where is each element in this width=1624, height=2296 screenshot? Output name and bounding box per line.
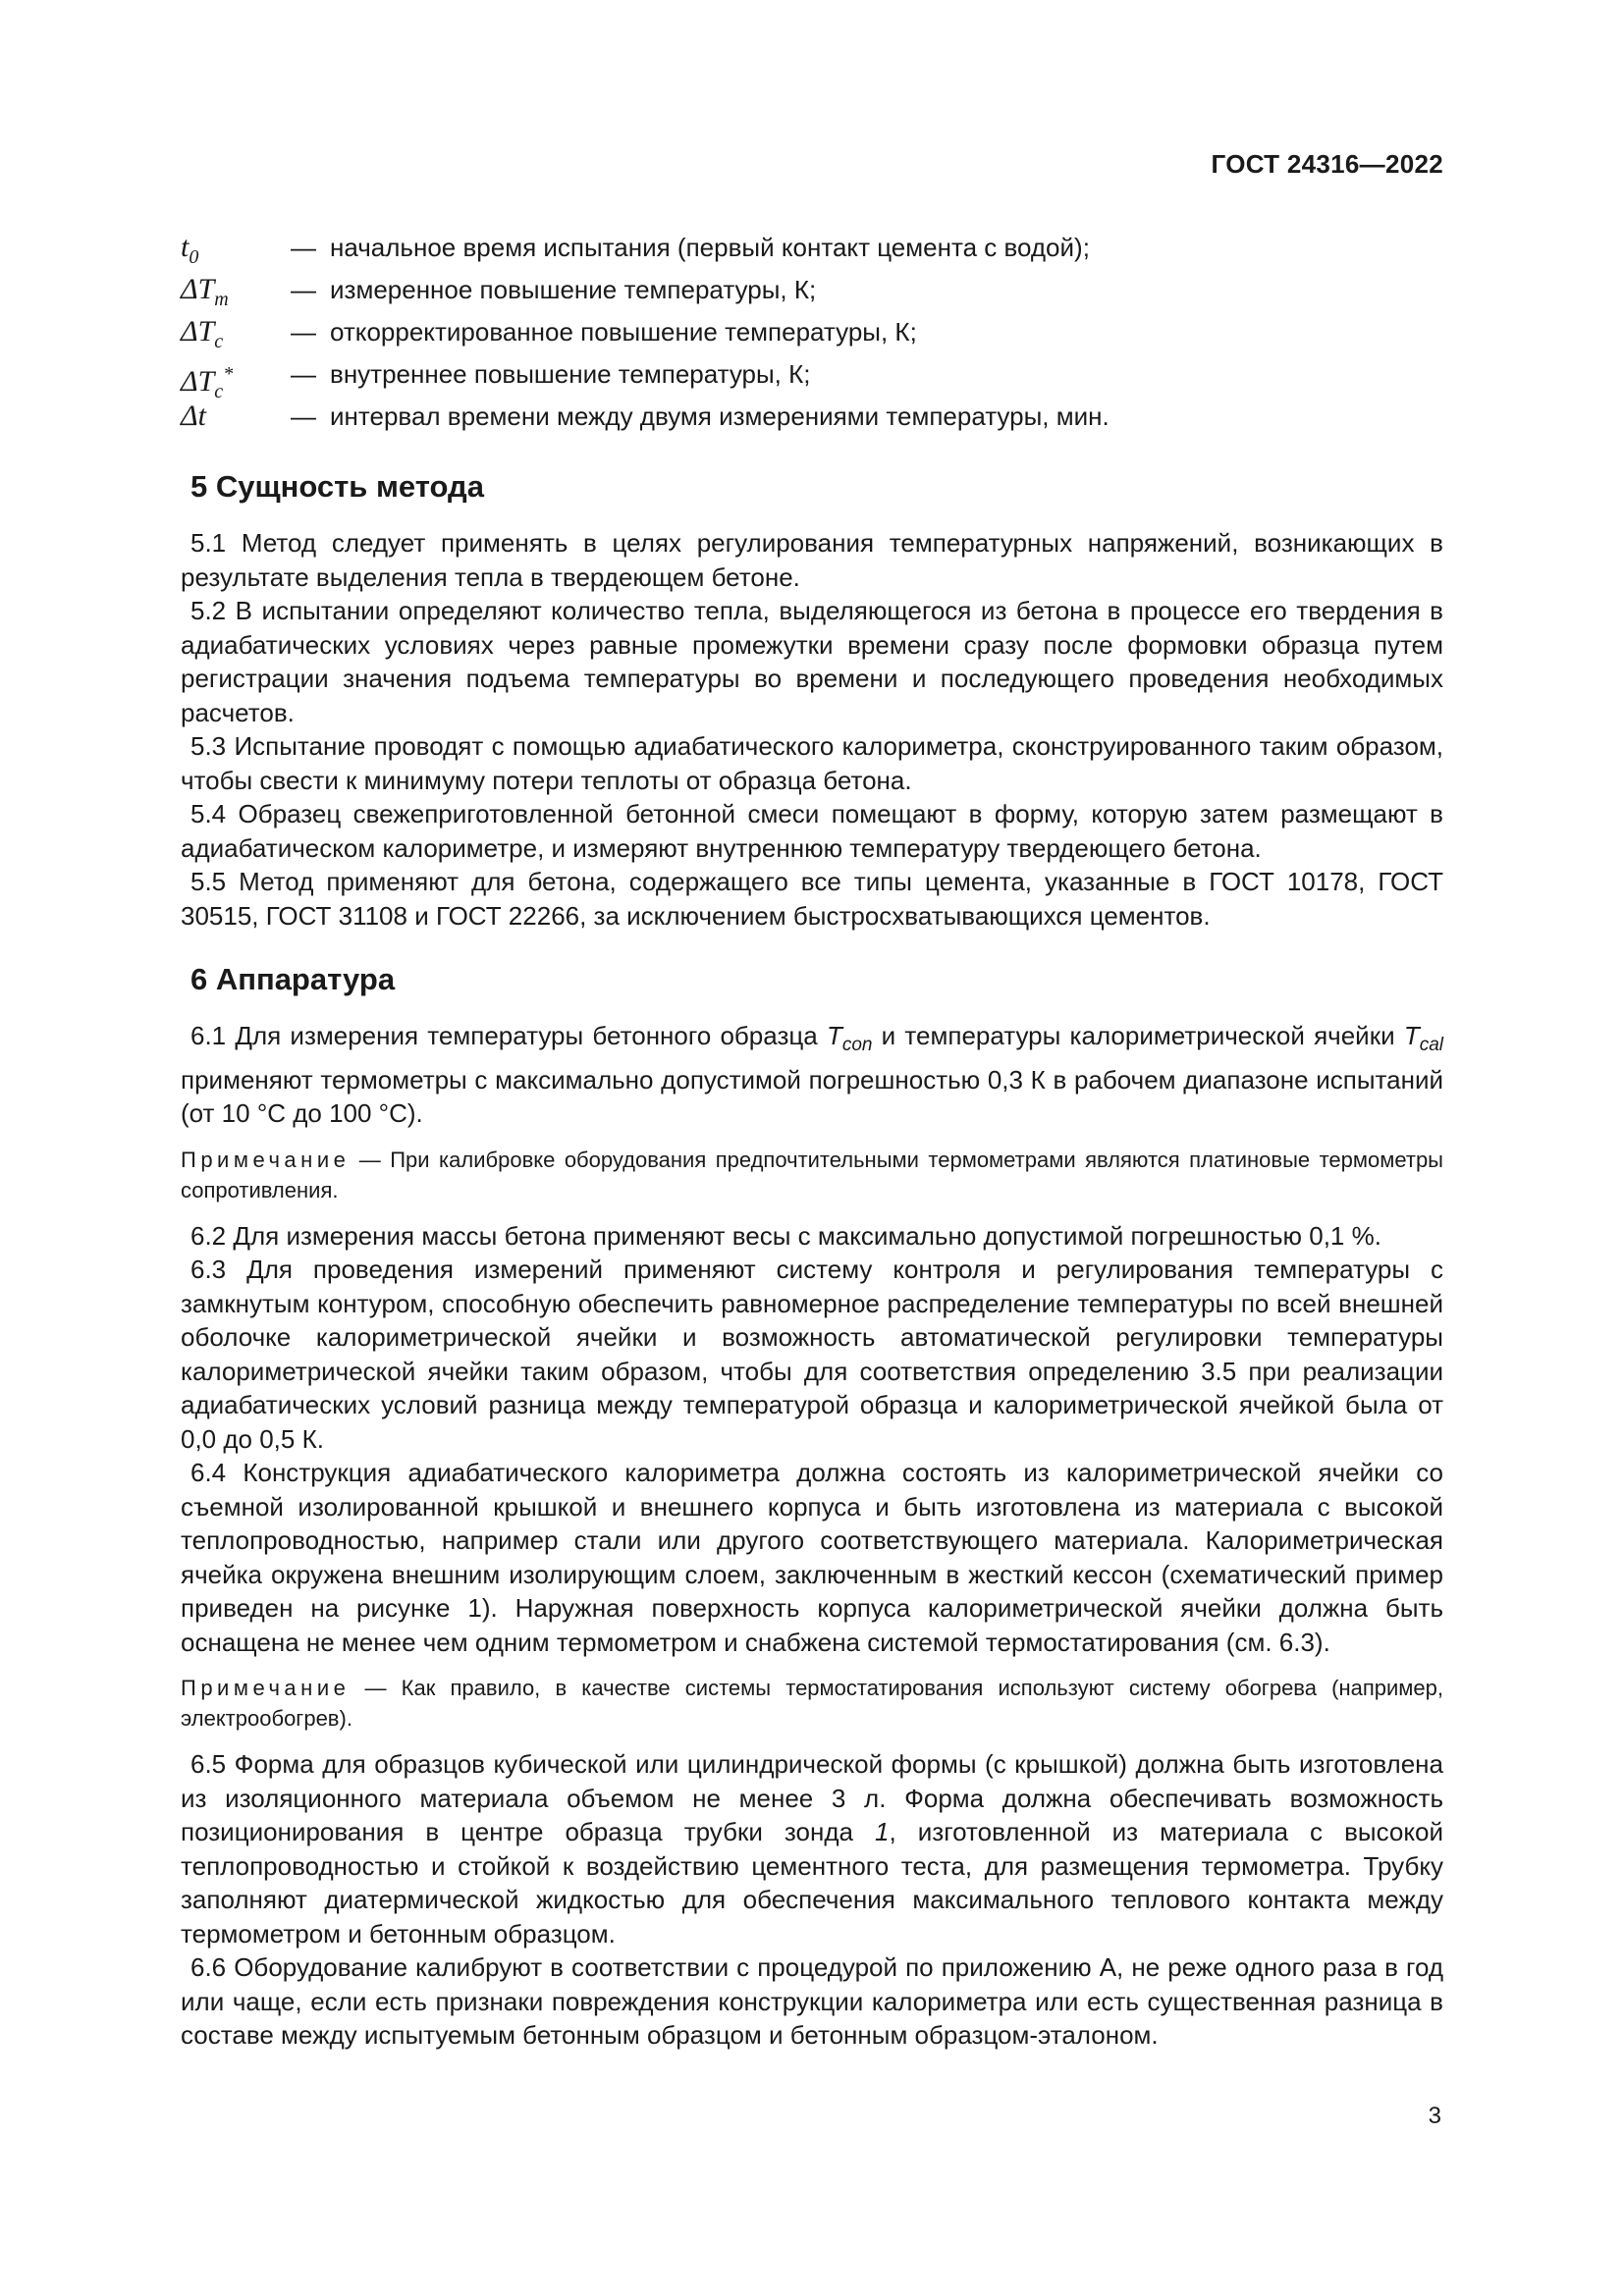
symbol-row — [181, 315, 1443, 357]
paragraph-6-6: 6.6 Оборудование калибруют в соответствии с процедурой по приложению А, не реже одного раза в год или чаще, если есть признаки повреждения конструкции калориметра или есть существенная разница в составе между испытуемым бетонным образцом и бетонным образцом-эталоном. — [181, 1952, 1443, 2051]
page-content — [181, 231, 1443, 2053]
variable-t-con: T — [826, 1021, 842, 1050]
symbol-row — [181, 357, 1443, 400]
symbol-row — [181, 273, 1443, 315]
paragraph-6-1 — [181, 1019, 1443, 1131]
symbol-dash: — — [291, 275, 316, 304]
paragraph-6-3: 6.3 Для проведения измерений применяют систему контроля и регулирования температуры с замкнутым контуром, способную обеспечить равномерное распределение температуры по всей внешней оболочке калориметрической ячейки и возможность автоматической регулировки температуры калориметрической ячейки таким образом, чтобы для соответствия определению 3.5 при реализации адиабатических условий разница между температурой образца и калориметрической ячейкой была от 0,0 до 0,5 К. — [181, 1255, 1443, 1454]
document-code-header: ГОСТ 24316—2022 — [1211, 149, 1443, 179]
probe-reference-number: 1 — [875, 1817, 890, 1847]
note-text: — При калибровке оборудования предпочтительными термометрами являются платиновые термометры сопротивления. — [181, 1147, 1443, 1202]
symbol-main: ΔT — [181, 365, 215, 398]
symbol — [181, 400, 291, 433]
symbol-subscript: c — [214, 381, 224, 402]
symbol-subscript: c — [214, 331, 224, 352]
symbol-dash: — — [291, 359, 316, 389]
symbol — [181, 231, 291, 274]
symbol-definition: внутреннее повышение температуры, К; — [330, 359, 811, 389]
symbol-list — [181, 231, 1443, 442]
symbol-main: Δt — [181, 400, 206, 432]
note-label: Примечание — [181, 1676, 351, 1701]
symbol-definition: начальное время испытания (первый контакт цемента с водой); — [330, 233, 1090, 262]
symbol-main: ΔT — [181, 315, 215, 347]
symbol-subscript: 0 — [189, 246, 199, 268]
variable-subscript: con — [841, 1035, 873, 1056]
note-1 — [181, 1145, 1443, 1205]
symbol-dash: — — [291, 233, 316, 262]
section-5-title: 5 Сущность метода — [190, 469, 484, 504]
section-6-title: 6 Аппаратура — [190, 962, 396, 996]
paragraph-6-4: 6.4 Конструкция адиабатического калориметра должна состоять из калориметрической ячейки со съемной изолированной крышкой и внешнего корпуса и быть изготовлена из материала с высокой теплопроводностью, например стали или другого соответствующего материала. Калориметрическая ячейка окружена внешним изолирующим слоем, заключенным в жесткий кессон (схематический пример приведен на рисунке 1). Наружная поверхность корпуса калориметрической ячейки должна быть оснащена не менее чем одним термометром и снабжена системой термостатирования (см. 6.3). — [181, 1458, 1443, 1657]
note-label: Примечание — [181, 1147, 351, 1172]
symbol — [181, 273, 291, 316]
symbol-row — [181, 400, 1443, 442]
symbol-subscript: m — [214, 289, 229, 310]
page-number: 3 — [1428, 2103, 1441, 2129]
section-5-body — [181, 526, 1443, 933]
symbol-definition: откорректированное повышение температуры, К; — [330, 317, 917, 347]
text-run: и температуры калориметрической ячейки — [872, 1021, 1404, 1050]
paragraph-5-4: 5.4 Образец свежеприготовленной бетонной смеси помещают в форму, которую затем размещают в адиабатическом калориметре, и измеряют внутреннюю температуру твердеющего бетона. — [181, 799, 1443, 863]
symbol-definition: измеренное повышение температуры, К; — [330, 275, 817, 304]
symbol-main: ΔT — [181, 273, 215, 305]
text-run: применяют термометры с максимально допустимой погрешностью 0,3 К в рабочем диапазоне испытаний (от 10 °С до 100 °С). — [181, 1064, 1443, 1129]
paragraph-6-2: 6.2 Для измерения массы бетона применяют весы с максимально допустимой погрешностью 0,1 %. — [190, 1220, 1381, 1251]
paragraph-5-1: 5.1 Метод следует применять в целях регулирования температурных напряжений, возникающих в результате выделения тепла в твердеющем бетоне. — [181, 528, 1443, 592]
text-run: 6.5 Форма для образцов кубической или цилиндрической формы (с крышкой) должна быть изготовлена из изоляционного материала объемом не менее 3 л. Форма должна обеспечивать возможность позиционирования в центре образца трубки зонда — [181, 1749, 1443, 1847]
symbol-main: t — [181, 231, 189, 263]
variable-t-cal: T — [1403, 1021, 1420, 1050]
symbol-dash: — — [291, 401, 316, 431]
paragraph-5-2: 5.2 В испытании определяют количество тепла, выделяющегося из бетона в процессе его твердения в адиабатических условиях через равные промежутки времени сразу после формовки образца путем регистрации значения подъема температуры во времени и последующего проведения необходимых расчетов. — [181, 596, 1443, 727]
symbol-dash: — — [291, 317, 316, 347]
text-run: , изготовленной из материала с высокой теплопроводностью и стойкой к воздействию цементного теста, для размещения термометра. Трубку заполняют диатермической жидкостью для обеспечения максимального теплового контакта между термометром и бетонным образцом. — [181, 1817, 1443, 1949]
paragraph-5-5: 5.5 Метод применяют для бетона, содержащего все типы цемента, указанные в ГОСТ 10178, ГОСТ 30515, ГОСТ 31108 и ГОСТ 22266, за исключением быстросхватывающихся цементов. — [181, 867, 1443, 931]
symbol-row — [181, 231, 1443, 273]
text-run: 6.1 Для измерения температуры бетонного образца — [190, 1021, 827, 1050]
symbol — [181, 315, 291, 358]
symbol-superscript: * — [223, 363, 234, 385]
section-6-body — [181, 1019, 1443, 2053]
symbol-definition: интервал времени между двумя измерениями температуры, мин. — [330, 401, 1110, 431]
note-2 — [181, 1673, 1443, 1734]
variable-subscript: cal — [1419, 1035, 1443, 1056]
note-text: — Как правило, в качестве системы термостатирования используют систему обогрева (например, электрообогрев). — [181, 1676, 1443, 1732]
paragraph-6-5 — [181, 1747, 1443, 1950]
paragraph-5-3: 5.3 Испытание проводят с помощью адиабатического калориметра, сконструированного таким образом, чтобы свести к минимуму потери теплоты от образца бетона. — [181, 731, 1443, 795]
